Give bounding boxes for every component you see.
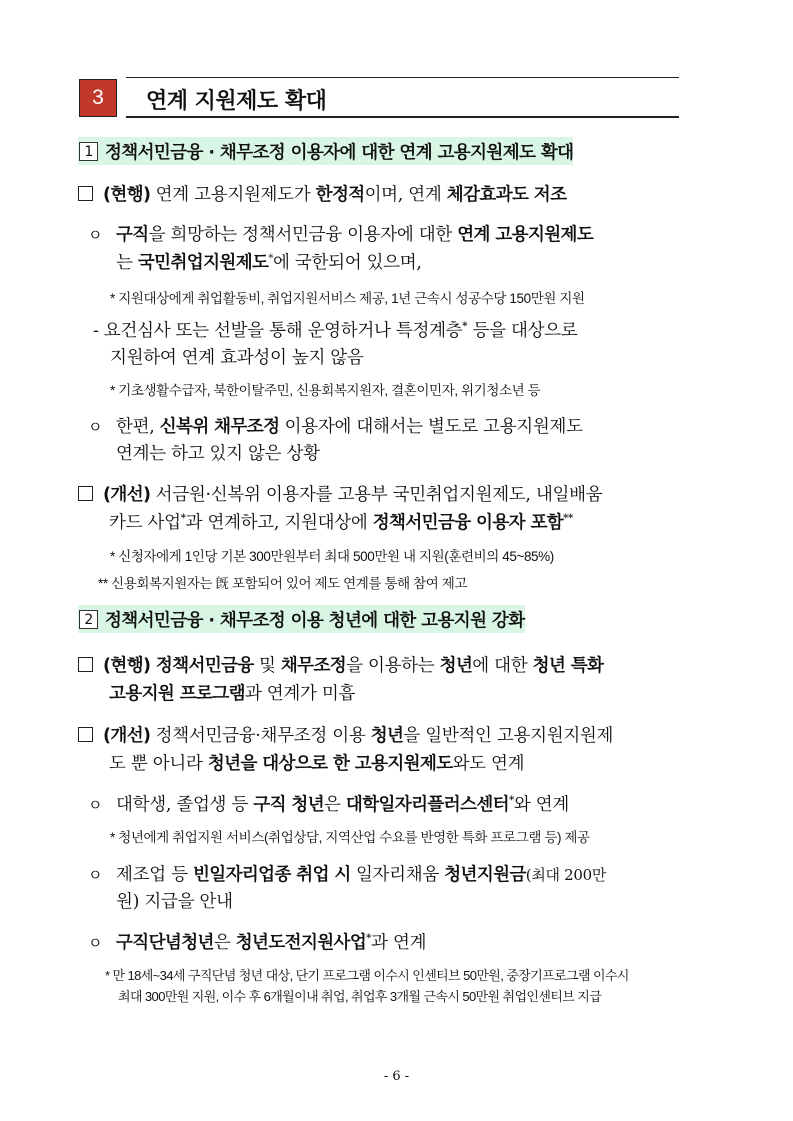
section-rule-bottom [126, 116, 679, 118]
paragraph-improve-2-cont: 도 뿐 아니라 청년을 대상으로 한 고용지원제도와도 연계 [109, 754, 525, 774]
footnote-6-line1: * 만 18세~34세 구직단념 청년 대상, 단기 프로그램 이수시 인센티브 50만원, 중장기프로그램 이수시 [105, 968, 629, 983]
circle-bullet-icon: ㅇ [88, 866, 103, 884]
bullet-item-4b-cont: 원) 지급을 안내 [116, 892, 233, 912]
paragraph-current-2-cont: 고용지원 프로그램과 연계가 미흡 [109, 684, 356, 704]
paragraph-improve-1: (개선) 서금원·신복위 이용자를 고용부 국민취업지원제도, 내일배움 [78, 481, 602, 506]
footnote-5: * 청년에게 취업지원 서비스(취업상담, 지역산업 수요를 반영한 특화 프로그램 등) 제공 [110, 830, 590, 845]
subheader-1-title: 정책서민금융 · 채무조정 이용자에 대한 연계 고용지원제도 확대 [105, 142, 574, 163]
subheader-2 [78, 605, 525, 633]
subheader-2-title: 정책서민금융 · 채무조정 이용 청년에 대한 고용지원 강화 [105, 610, 525, 631]
bullet-item-4a: ㅇ 대학생, 졸업생 등 구직 청년은 대학일자리플러스센터*와 연계 [88, 795, 569, 815]
section-number-badge: 3 [79, 79, 117, 117]
bullet-item-1c-cont: 연계는 하고 있지 않은 상황 [116, 444, 320, 464]
dash-item-1b: - 요건심사 또는 선발을 통해 운영하거나 특정계층* 등을 대상으로 [93, 321, 578, 341]
circle-bullet-icon: ㅇ [88, 418, 103, 436]
subheader-2-number: 2 [79, 610, 98, 629]
circle-bullet-icon: ㅇ [88, 226, 103, 244]
footnote-2: * 기초생활수급자, 북한이탈주민, 신용회복지원자, 결혼이민자, 위기청소년 등 [110, 383, 541, 398]
circle-bullet-icon: ㅇ [88, 934, 103, 952]
section-title: 연계 지원제도 확대 [146, 89, 327, 114]
subheader-1-number: 1 [79, 142, 98, 161]
circle-bullet-icon: ㅇ [88, 796, 103, 814]
dash-item-1b-cont: 지원하여 연계 효과성이 높지 않음 [110, 348, 364, 368]
subheader-1 [78, 137, 573, 165]
bullet-item-1c: ㅇ 한편, 신복위 채무조정 이용자에 대해서는 별도로 고용지원제도 [88, 417, 583, 437]
bullet-item-1a: ㅇ 구직을 희망하는 정책서민금융 이용자에 대한 연계 고용지원제도 [88, 225, 594, 245]
bullet-item-4c: ㅇ 구직단념청년은 청년도전지원사업*과 연계 [88, 933, 427, 953]
footnote-3: * 신청자에게 1인당 기본 300만원부터 최대 500만원 내 지원(훈련비의 45~85%) [110, 549, 554, 564]
paragraph-improve-1-cont: 카드 사업*과 연계하고, 지원대상에 정책서민금융 이용자 포함** [109, 513, 573, 533]
square-bullet-icon [78, 727, 93, 742]
square-bullet-icon [78, 186, 93, 201]
footnote-4: ** 신용회복지원자는 旣 포함되어 있어 제도 연계를 통해 참여 제고 [98, 576, 467, 591]
bullet-item-4b: ㅇ 제조업 등 빈일자리업종 취업 시 일자리채움 청년지원금(최대 200만 [88, 865, 607, 885]
bullet-item-1a-cont: 는 국민취업지원제도*에 국한되어 있으며, [116, 253, 422, 273]
paragraph-improve-2: (개선) 정책서민금융·채무조정 이용 청년을 일반적인 고용지원지원제 [78, 722, 613, 747]
square-bullet-icon [78, 657, 93, 672]
footnote-6-line2: 최대 300만원 지원, 이수 후 6개월이내 취업, 취업후 3개월 근속시 50만원 취업인센티브 지급 [118, 989, 602, 1004]
paragraph-current-1: (현행) 연계 고용지원제도가 한정적이며, 연계 체감효과도 저조 [78, 181, 566, 206]
paragraph-current-2: (현행) 정책서민금융 및 채무조정을 이용하는 청년에 대한 청년 특화 [78, 652, 603, 677]
section-rule-top [126, 77, 679, 78]
footnote-1: * 지원대상에게 취업활동비, 취업지원서비스 제공, 1년 근속시 성공수당 150만원 지원 [110, 291, 585, 306]
square-bullet-icon [78, 486, 93, 501]
page-number: - 6 - [383, 1069, 410, 1084]
